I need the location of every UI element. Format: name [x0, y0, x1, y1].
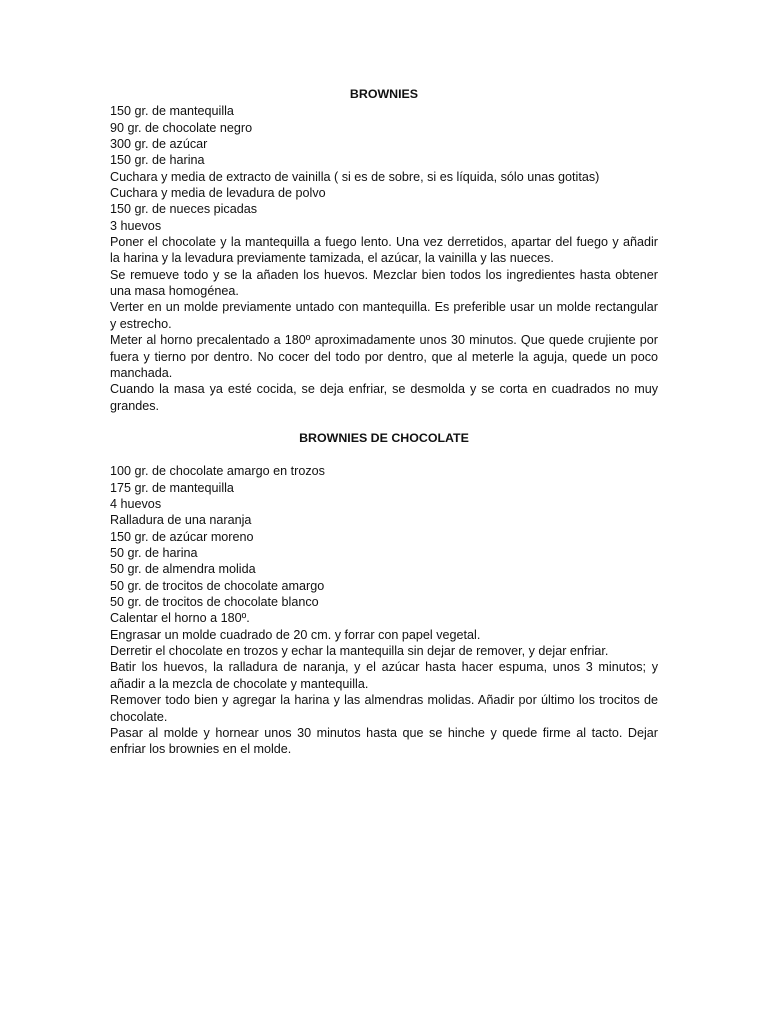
ingredient-item: 50 gr. de trocitos de chocolate blanco — [110, 595, 319, 610]
instruction-step: Meter al horno precalentado a 180º aproximadamente unos 30 minutos. Que quede crujiente por fuera y tierno por dentro. No cocer del todo por dentro, que al meterle la aguja, quede un poco manchada. — [110, 333, 658, 380]
instruction-step: Engrasar un molde cuadrado de 20 cm. y forrar con papel vegetal. — [110, 627, 481, 642]
instruction-step: Remover todo bien y agregar la harina y las almendras molidas. Añadir por último los trocitos de chocolate. — [110, 693, 658, 724]
instruction-list — [110, 610, 658, 757]
ingredient-item: Cuchara y media de extracto de vainilla ( si es de sobre, si es líquida, sólo unas gotitas) — [110, 169, 600, 184]
ingredient-item: 150 gr. de azúcar moreno — [110, 529, 254, 544]
ingredient-item: 100 gr. de chocolate amargo en trozos — [110, 464, 325, 479]
ingredient-item: 150 gr. de nueces picadas — [110, 202, 258, 217]
ingredient-list — [110, 463, 658, 610]
instruction-step: Verter en un molde previamente untado con mantequilla. Es preferible usar un molde rectangular y estrecho. — [110, 300, 658, 331]
ingredient-item: 50 gr. de almendra molida — [110, 562, 256, 577]
instruction-step: Batir los huevos, la ralladura de naranja, y el azúcar hasta hacer espuma, unos 3 minutos; y añadir a la mezcla de chocolate y mantequilla. — [110, 660, 658, 691]
recipe-title: BROWNIES DE CHOCOLATE — [299, 431, 469, 445]
recipe-title: BROWNIES — [349, 87, 419, 101]
ingredient-item: 4 huevos — [110, 497, 162, 512]
ingredient-list — [110, 103, 658, 234]
ingredient-item: 3 huevos — [110, 218, 162, 233]
instruction-step: Pasar al molde y hornear unos 30 minutos hasta que se hinche y quede firme al tacto. Dejar enfriar los brownies en el molde. — [110, 725, 658, 757]
instruction-step: Cuando la masa ya esté cocida, se deja enfriar, se desmolda y se corta en cuadrados no muy grandes. — [110, 382, 658, 413]
ingredient-item: 50 gr. de harina — [110, 546, 198, 561]
ingredient-item: Ralladura de una naranja — [110, 513, 252, 528]
recipe-brownies-de-chocolate — [110, 430, 658, 758]
instruction-list — [110, 234, 658, 414]
recipe-brownies — [110, 86, 658, 414]
instruction-step: Se remueve todo y se la añaden los huevos. Mezclar bien todos los ingredientes hasta obtener una masa homogénea. — [110, 267, 658, 299]
ingredient-item: 50 gr. de trocitos de chocolate amargo — [110, 578, 325, 593]
ingredient-item: 300 gr. de azúcar — [110, 137, 208, 152]
ingredient-item: 90 gr. de chocolate negro — [110, 120, 253, 135]
ingredient-item: Cuchara y media de levadura de polvo — [110, 186, 326, 201]
instruction-step: Calentar el horno a 180º. — [110, 611, 250, 626]
ingredient-item: 150 gr. de harina — [110, 153, 205, 168]
instruction-step: Derretir el chocolate en trozos y echar la mantequilla sin dejar de remover, y dejar enfriar. — [110, 644, 609, 659]
ingredient-item: 175 gr. de mantequilla — [110, 480, 234, 495]
ingredient-item: 150 gr. de mantequilla — [110, 104, 234, 119]
instruction-step: Poner el chocolate y la mantequilla a fuego lento. Una vez derretidos, apartar del fuego y añadir la harina y la levadura previamente tamizada, el azúcar, la vainilla y las nueces. — [110, 235, 658, 266]
